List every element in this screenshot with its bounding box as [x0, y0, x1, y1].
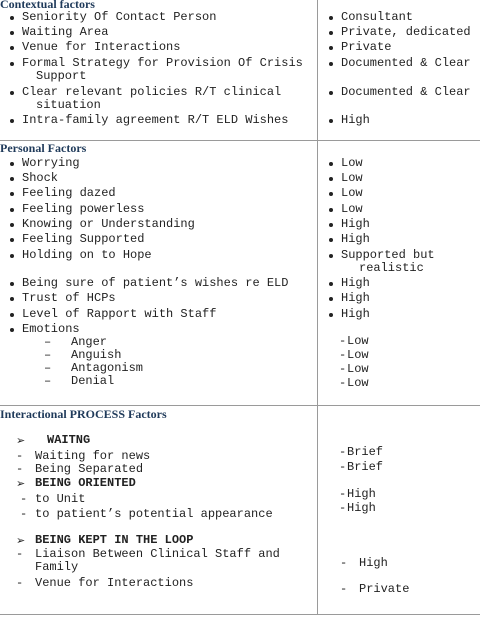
value-cell: Private, dedicated	[341, 25, 471, 39]
bullet-icon	[329, 31, 333, 35]
list-item: Anger	[71, 335, 108, 349]
dash-marker: -	[16, 449, 24, 463]
bullet-icon	[10, 192, 14, 196]
list-item: Waiting for news	[35, 449, 151, 463]
list-item: Being sure of patient’s wishes re ELD	[22, 276, 289, 290]
bullet-icon	[10, 208, 14, 212]
list-item: Feeling dazed	[22, 186, 116, 200]
dash-marker: -	[16, 576, 24, 590]
bullet-icon	[329, 91, 333, 95]
list-item: Venue for Interactions	[22, 40, 181, 54]
value-cell: Brief	[347, 445, 384, 459]
dash-marker: -	[339, 362, 347, 376]
list-item: Formal Strategy for Provision Of Crisis	[22, 56, 303, 70]
value-cell: Private	[359, 582, 410, 596]
value-cell: Supported but	[341, 248, 435, 262]
bullet-icon	[10, 16, 14, 20]
value-cell: Documented & Clear	[341, 56, 471, 70]
value-cell: Low	[347, 334, 369, 348]
dash-marker: -	[20, 507, 28, 521]
list-item: Feeling Supported	[22, 232, 145, 246]
list-item: Level of Rapport with Staff	[22, 307, 217, 321]
value-cell: High	[341, 291, 370, 305]
section-divider	[0, 405, 480, 406]
section-divider	[0, 614, 480, 615]
bullet-icon	[329, 62, 333, 66]
bullet-icon	[10, 177, 14, 181]
dash-marker: -	[340, 556, 348, 570]
bullet-icon	[10, 313, 14, 317]
dash-marker: -	[340, 582, 348, 596]
value-cell: High	[347, 501, 376, 515]
list-item: Feeling powerless	[22, 202, 145, 216]
dash-marker: -	[339, 348, 347, 362]
list-item: to patient’s potential appearance	[35, 507, 273, 521]
arrow-bullet-icon: ➢	[16, 477, 26, 490]
bullet-icon	[329, 223, 333, 227]
subsection-title: BEING KEPT IN THE LOOP	[35, 533, 194, 547]
list-item: Intra-family agreement R/T ELD Wishes	[22, 113, 289, 127]
list-item: Seniority Of Contact Person	[22, 10, 217, 24]
bullet-icon	[10, 31, 14, 35]
bullet-icon	[10, 223, 14, 227]
dash-marker: –	[44, 348, 52, 362]
bullet-icon	[329, 46, 333, 50]
column-divider	[317, 0, 318, 615]
dash-marker: -	[16, 547, 24, 561]
dash-marker: -	[339, 501, 347, 515]
bullet-icon	[329, 119, 333, 123]
value-cell: High	[341, 113, 370, 127]
value-cell: Brief	[347, 460, 384, 474]
list-item: to Unit	[35, 492, 86, 506]
bullet-icon	[329, 238, 333, 242]
arrow-bullet-icon: ➢	[16, 434, 26, 447]
bullet-icon	[329, 162, 333, 166]
dash-marker: -	[339, 334, 347, 348]
bullet-icon	[10, 91, 14, 95]
value-cell: High	[347, 487, 376, 501]
bullet-icon	[329, 254, 333, 258]
list-item: Waiting Area	[22, 25, 109, 39]
bullet-icon	[10, 238, 14, 242]
value-cell: Low	[341, 171, 363, 185]
list-item: Knowing or Understanding	[22, 217, 195, 231]
list-item: Clear relevant policies R/T clinical	[22, 85, 282, 99]
bullet-icon	[10, 328, 14, 332]
value-cell: Low	[341, 186, 363, 200]
list-item: Anguish	[71, 348, 122, 362]
value-cell: High	[341, 307, 370, 321]
subsection-title: BEING ORIENTED	[35, 476, 136, 490]
value-cell: Low	[341, 202, 363, 216]
list-item: Being Separated	[35, 462, 144, 476]
dash-marker: -	[339, 460, 347, 474]
subsection-title: WAITNG	[47, 433, 91, 447]
contextual-heading: Contextual factors	[0, 0, 95, 11]
list-item-continued: Support	[36, 69, 87, 83]
dash-marker: –	[44, 361, 52, 375]
value-cell: High	[341, 217, 370, 231]
list-item: Holding on to Hope	[22, 248, 152, 262]
value-cell: Low	[347, 376, 369, 390]
value-cell: High	[341, 232, 370, 246]
bullet-icon	[10, 62, 14, 66]
list-item-continued: Family	[35, 560, 79, 574]
value-cell: Documented & Clear	[341, 85, 471, 99]
value-cell: Low	[347, 348, 369, 362]
bullet-icon	[329, 16, 333, 20]
list-item: Venue for Interactions	[35, 576, 194, 590]
value-cell: Low	[347, 362, 369, 376]
list-item: Denial	[71, 374, 115, 388]
value-cell: Consultant	[341, 10, 414, 24]
bullet-icon	[329, 313, 333, 317]
dash-marker: –	[44, 335, 52, 349]
list-item: Trust of HCPs	[22, 291, 116, 305]
list-item: Emotions	[22, 322, 80, 336]
bullet-icon	[329, 297, 333, 301]
list-item-continued: situation	[36, 98, 101, 112]
list-item: Shock	[22, 171, 59, 185]
value-cell: High	[359, 556, 388, 570]
bullet-icon	[10, 162, 14, 166]
interactional-heading: Interactional PROCESS Factors	[0, 407, 167, 421]
bullet-icon	[10, 297, 14, 301]
dash-marker: -	[20, 492, 28, 506]
value-cell: Low	[341, 156, 363, 170]
bullet-icon	[10, 119, 14, 123]
bullet-icon	[329, 208, 333, 212]
list-item: Worrying	[22, 156, 80, 170]
value-cell: Private	[341, 40, 392, 54]
bullet-icon	[329, 177, 333, 181]
list-item: Liaison Between Clinical Staff and	[35, 547, 280, 561]
dash-marker: -	[339, 376, 347, 390]
value-cell: High	[341, 276, 370, 290]
arrow-bullet-icon: ➢	[16, 534, 26, 547]
dash-marker: -	[339, 487, 347, 501]
bullet-icon	[329, 192, 333, 196]
list-item: Antagonism	[71, 361, 144, 375]
bullet-icon	[10, 282, 14, 286]
dash-marker: –	[44, 374, 52, 388]
bullet-icon	[10, 254, 14, 258]
personal-heading: Personal Factors	[0, 141, 87, 155]
dash-marker: -	[16, 462, 24, 476]
dash-marker: -	[339, 445, 347, 459]
bullet-icon	[10, 46, 14, 50]
value-cell-continued: realistic	[359, 261, 424, 275]
bullet-icon	[329, 282, 333, 286]
